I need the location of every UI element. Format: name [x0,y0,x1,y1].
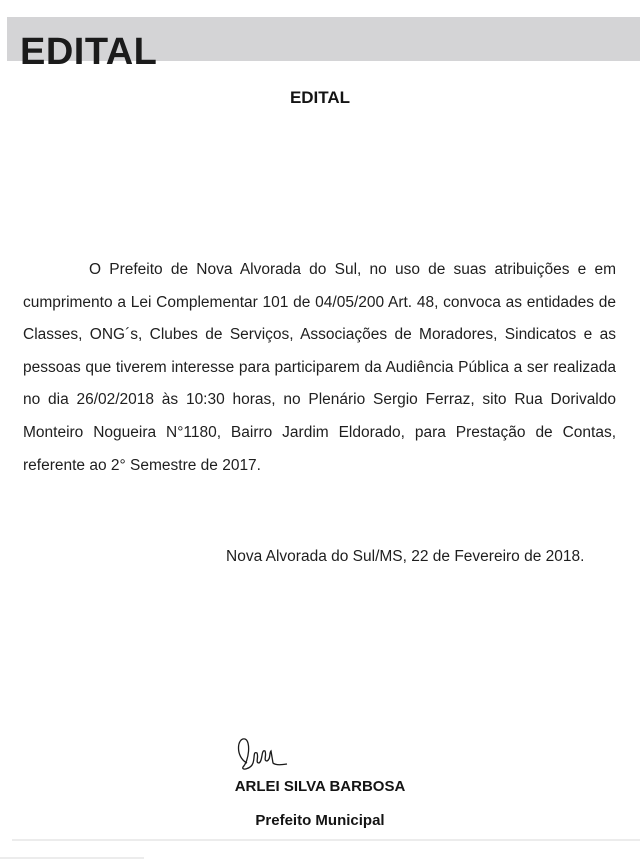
document-body-text: O Prefeito de Nova Alvorada do Sul, no uso de suas atribuições e em cumprimento a Lei Complementar 101 de 04/05/200 Art. 48, convoca as entidades de Classes, ONG´s, Clubes de Serviços, Associações de Moradores, Sindicatos e as pessoas que tiverem interesse para participarem da Audiência Pública a ser realizada no dia 26/02/2018 às 10:30 horas, no Plenário Sergio Ferraz, sito Rua Dorivaldo Monteiro Nogueira N°1180, Bairro Jardim Eldorado, para Prestação de Contas, referente ao 2° Semestre de 2017. [23,261,616,474]
signer-name [0,778,640,795]
signer-role [0,812,640,829]
bottom-divider [12,839,640,841]
header-title: EDITAL [20,31,158,73]
signer-name-text: ARLEI SILVA BARBOSA [234,778,406,795]
signer-role-text: Prefeito Municipal [255,812,385,829]
document-body [23,254,616,482]
header-bar [7,17,640,73]
document-title: EDITAL [289,88,351,107]
date-line: Nova Alvorada do Sul/MS, 22 de Fevereiro de 2018. [226,548,585,565]
footer-line [0,857,144,859]
signature-image [233,733,293,775]
